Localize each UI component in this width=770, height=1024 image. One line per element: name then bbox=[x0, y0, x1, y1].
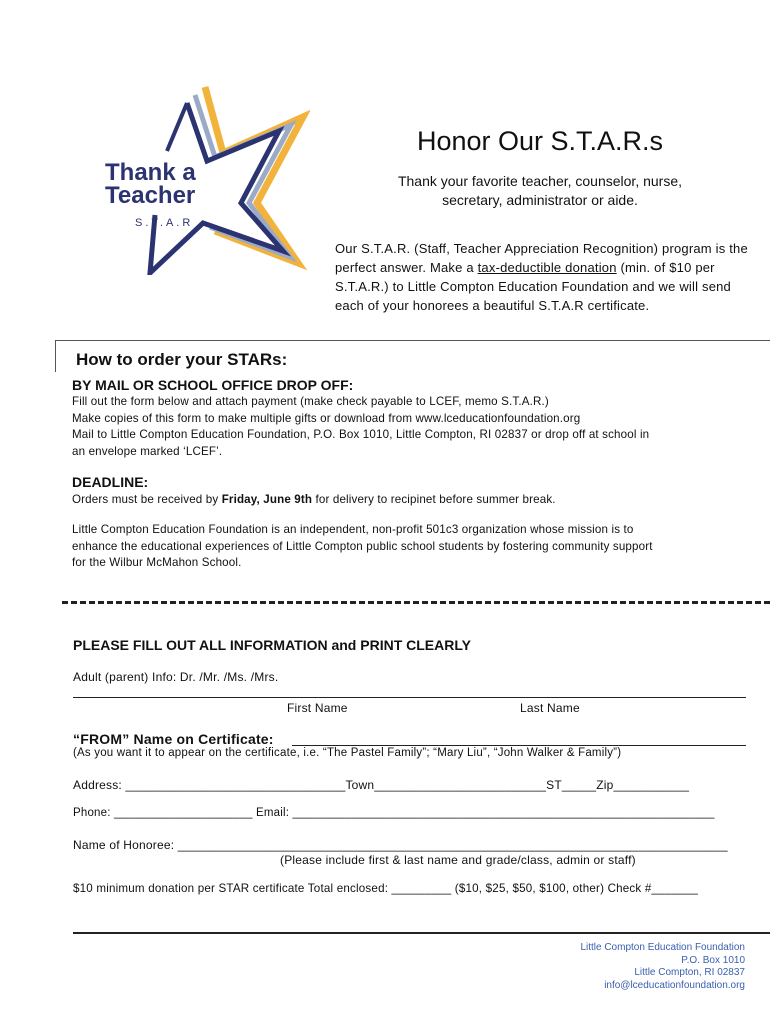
mission-line-2: enhance the educational experiences of Little Compton public school students by fostering community support bbox=[72, 539, 653, 553]
subtitle-line-2: secretary, administrator or aide. bbox=[442, 192, 638, 208]
adult-name-line[interactable] bbox=[73, 697, 746, 698]
from-name-hint: (As you want it to appear on the certificate, i.e. “The Pastel Family”; “Mary Liu”, “John Walker & Family”) bbox=[73, 747, 622, 759]
first-name-label: First Name bbox=[287, 701, 348, 715]
donation-link[interactable]: tax-deductible donation bbox=[477, 260, 617, 275]
intro-paragraph bbox=[335, 239, 750, 315]
intro-text-2: (min. of $10 per S.T.A.R.) to Little Compton Education Foundation and we will send each of your honorees a beautiful S.T.A.R certificate. bbox=[335, 260, 731, 313]
mail-heading: BY MAIL OR SCHOOL OFFICE DROP OFF: bbox=[72, 377, 354, 393]
mission-line-3: for the Wilbur McMahon School. bbox=[72, 556, 242, 569]
mail-line-1: Fill out the form below and attach payment (make check payable to LCEF, memo S.T.A.R.) bbox=[72, 395, 549, 408]
mail-line-4: an envelope marked ‘LCEF’. bbox=[72, 444, 223, 458]
subtitle bbox=[330, 172, 750, 210]
page-title: Honor Our S.T.A.R.s bbox=[416, 126, 664, 156]
adult-info-label: Adult (parent) Info: Dr. /Mr. /Ms. /Mrs. bbox=[73, 670, 279, 684]
section-divider bbox=[55, 340, 770, 341]
honoree-field[interactable]: Name of Honoree: ________________________________________________________________________________ bbox=[73, 838, 728, 852]
last-name-label: Last Name bbox=[520, 701, 580, 715]
from-name-line[interactable] bbox=[292, 745, 746, 746]
mail-line-3: Mail to Little Compton Education Foundation, P.O. Box 1010, Little Compton, RI 02837 or drop off at school in bbox=[72, 428, 650, 441]
how-to-order-heading: How to order your STARs: bbox=[76, 350, 288, 369]
cut-line bbox=[62, 601, 770, 604]
address-field[interactable]: Address: ________________________________Town_________________________ST_____Zip___________ bbox=[73, 778, 690, 792]
deadline-post: for delivery to recipinet before summer break. bbox=[312, 493, 556, 506]
logo-line1: Thank a bbox=[105, 159, 196, 186]
footer-city: Little Compton, RI 02837 bbox=[634, 967, 745, 978]
section-divider-side bbox=[55, 340, 56, 372]
thank-a-teacher-logo bbox=[95, 85, 310, 275]
mail-line-2: Make copies of this form to make multiple gifts or download from www.lceducationfoundation.org bbox=[72, 411, 581, 425]
deadline-pre: Orders must be received by bbox=[72, 493, 222, 506]
logo-line2: Teacher bbox=[105, 182, 196, 209]
honoree-hint: (Please include first & last name and grade/class, admin or staff) bbox=[280, 853, 636, 867]
footer-email[interactable]: info@lceducationfoundation.org bbox=[604, 979, 745, 991]
mail-instructions bbox=[72, 394, 692, 460]
deadline-heading: DEADLINE: bbox=[72, 474, 149, 490]
subtitle-line-1: Thank your favorite teacher, counselor, nurse, bbox=[397, 173, 683, 189]
form-title: PLEASE FILL OUT ALL INFORMATION and PRINT CLEARLY bbox=[73, 637, 471, 653]
phone-email-field[interactable]: Phone: _____________________ Email: ________________________________________________________________ bbox=[73, 807, 715, 819]
mission-statement bbox=[72, 522, 692, 572]
donation-field[interactable]: $10 minimum donation per STAR certificate Total enclosed: _________ ($10, $25, $50, $100, other) Check #_______ bbox=[73, 882, 699, 895]
footer-org: Little Compton Education Foundation bbox=[580, 942, 745, 953]
logo-line3: S.T.A.R bbox=[135, 217, 194, 229]
mission-line-1: Little Compton Education Foundation is an independent, non-profit 501c3 organization whose mission is to bbox=[72, 523, 634, 536]
deadline-date: Friday, June 9th bbox=[221, 493, 313, 506]
intro-text-1: Our S.T.A.R. (Staff, Teacher Appreciation Recognition) program is the perfect answer. Make a bbox=[335, 241, 748, 275]
footer-box: P.O. Box 1010 bbox=[681, 954, 745, 966]
from-name-label: “FROM” Name on Certificate: bbox=[73, 731, 274, 747]
star-icon bbox=[95, 85, 310, 275]
footer-address bbox=[540, 942, 745, 992]
footer-divider bbox=[73, 932, 770, 934]
deadline-text bbox=[72, 492, 692, 509]
